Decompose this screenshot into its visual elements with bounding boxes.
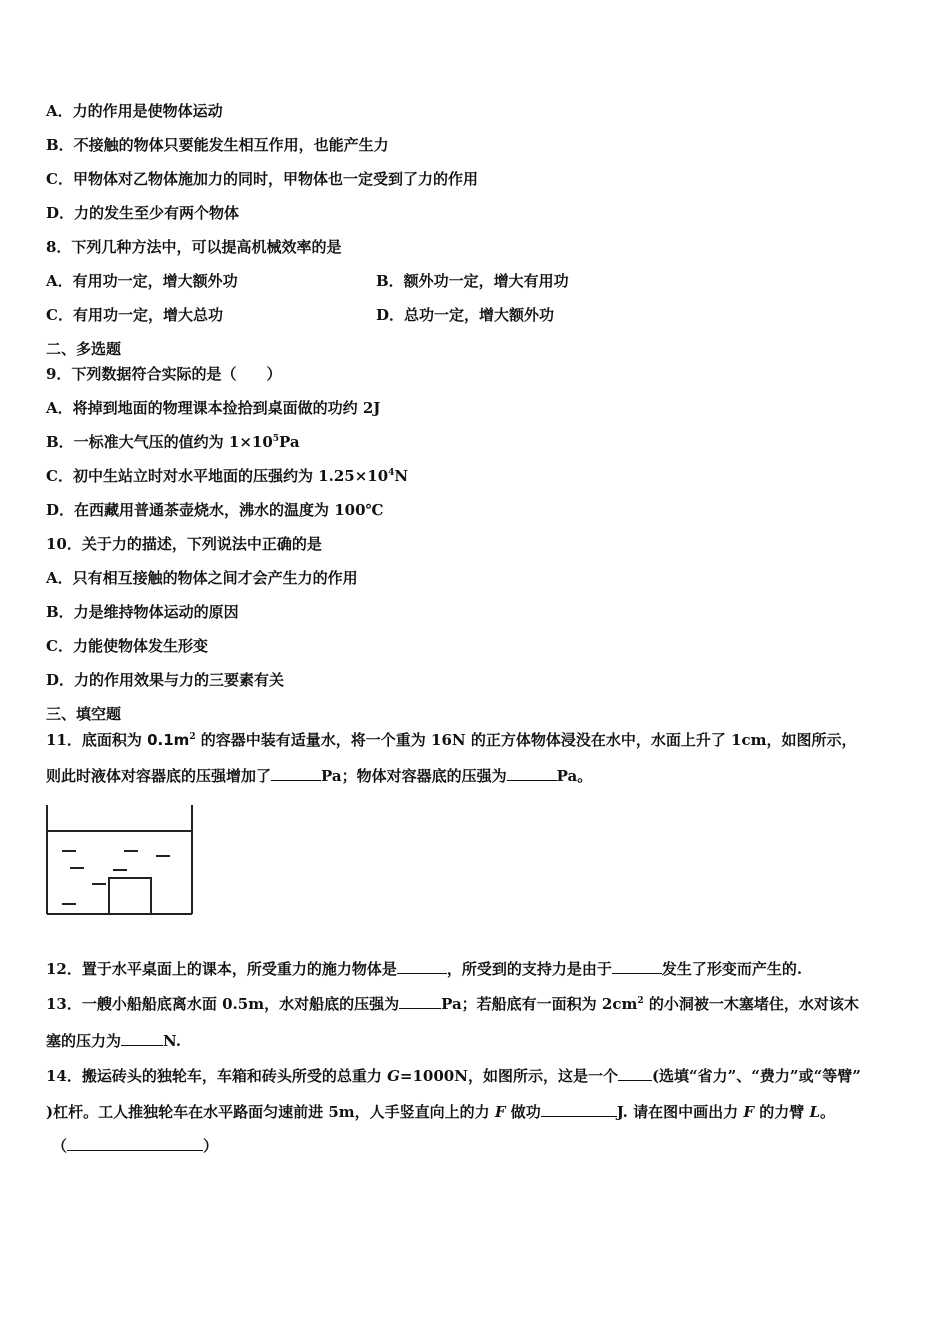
- q11-text-c: 的容器中装有适量水，将一个重为 16N 的正方体物体浸没在水中，水面上升了 1cm，如图所示，: [195, 731, 857, 749]
- q9-option-c-unit: N: [394, 467, 409, 485]
- q8-option-d: D．总功一定，增大额外功: [376, 306, 555, 324]
- q7-option-b: B．不接触的物体只要能发生相互作用，也能产生力: [46, 136, 389, 154]
- q14-line1: [46, 1066, 861, 1086]
- q14-line3: [52, 1136, 218, 1156]
- q14-paren-open: （: [52, 1137, 68, 1155]
- q12-text-c: 发生了形变而产生的.: [661, 960, 803, 978]
- q9-option-b-unit: Pa: [279, 433, 300, 451]
- q12-text-a: 12．置于水平桌面上的课本，所受重力的施力物体是: [46, 960, 397, 978]
- q11-text-a: 11．底面积为: [46, 731, 148, 749]
- q13-text-c: 的小洞被一木塞堵住，水对该木: [643, 995, 859, 1013]
- q13-blank-1[interactable]: [399, 994, 441, 1009]
- q9-option-a: A．将掉到地面的物理课本捡拾到桌面做的功约 2J: [46, 399, 381, 417]
- q14-text-g: 的力臂: [754, 1103, 810, 1121]
- q14-text-e: 做功: [505, 1103, 541, 1121]
- q14-arm-symbol: L: [809, 1103, 821, 1121]
- q11-blank-1[interactable]: [271, 766, 321, 781]
- q11-text-f: Pa。: [556, 767, 593, 785]
- q10-option-d: D．力的作用效果与力的三要素有关: [46, 671, 285, 689]
- q9-option-c-exp: 4: [388, 468, 395, 478]
- q11-line2: [46, 766, 592, 786]
- q12-text-b: ，所受到的支持力是由于: [446, 960, 612, 978]
- section-multiple-choice: 二、多选题: [46, 340, 122, 358]
- q14-gravity-symbol: G: [387, 1067, 400, 1085]
- q11-area-exp: 2: [189, 732, 196, 742]
- q14-text-a: 14．搬运砖头的独轮车，车箱和砖头所受的总重力: [46, 1067, 388, 1085]
- q9-stem: 9．下列数据符合实际的是（ ）: [46, 365, 282, 383]
- q14-force-symbol-2: F: [743, 1103, 755, 1121]
- q14-blank-3[interactable]: [67, 1136, 203, 1151]
- section-fill-in: 三、填空题: [46, 705, 122, 723]
- q11-text-d: 则此时液体对容器底的压强增加了: [46, 767, 272, 785]
- q14-line2: [46, 1102, 835, 1122]
- q9-option-b: [46, 432, 300, 452]
- q12-blank-1[interactable]: [397, 959, 447, 974]
- q13-text-d: 塞的压力为: [46, 1032, 122, 1050]
- q8-option-a: A．有用功一定，增大额外功: [46, 272, 238, 290]
- q11-text-e: Pa；物体对容器底的压强为: [321, 767, 507, 785]
- q12-line: [46, 959, 802, 979]
- q11-area-value: 0.1m: [147, 731, 190, 749]
- cube-object: [109, 878, 151, 914]
- q14-text-h: 。: [820, 1103, 836, 1121]
- q13-line2: [46, 1031, 181, 1051]
- q14-blank-2[interactable]: [541, 1102, 617, 1117]
- q13-text-a: 13．一艘小船船底离水面 0.5m，水对船底的压强为: [46, 995, 400, 1013]
- q10-stem: 10．关于力的描述，下列说法中正确的是: [46, 535, 322, 553]
- q9-option-c-pre: C．初中生站立时对水平地面的压强约为 1.25×10: [46, 467, 389, 485]
- q14-text-b: =1000N，如图所示，这是一个: [399, 1067, 618, 1085]
- q9-option-b-pre: B．一标准大气压的值约为 1×10: [46, 433, 273, 451]
- q10-option-a: A．只有相互接触的物体之间才会产生力的作用: [46, 569, 358, 587]
- q10-option-b: B．力是维持物体运动的原因: [46, 603, 239, 621]
- q11-blank-2[interactable]: [507, 766, 557, 781]
- q13-blank-2[interactable]: [121, 1031, 163, 1046]
- q8-stem: 8．下列几种方法中，可以提高机械效率的是: [46, 238, 342, 256]
- q13-line1: [46, 994, 859, 1014]
- q14-blank-1[interactable]: [618, 1066, 652, 1081]
- q14-paren-close: ）: [203, 1137, 219, 1155]
- q13-text-e: N.: [163, 1032, 181, 1050]
- q14-text-f: J. 请在图中画出力: [616, 1103, 744, 1121]
- q10-option-c: C．力能使物体发生形变: [46, 637, 208, 655]
- q7-option-c: C．甲物体对乙物体施加力的同时，甲物体也一定受到了力的作用: [46, 170, 478, 188]
- q9-option-d: D．在西藏用普通茶壶烧水，沸水的温度为 100℃: [46, 501, 384, 519]
- q7-option-a: A．力的作用是使物体运动: [46, 102, 223, 120]
- q13-text-b: Pa；若船底有一面积为 2cm: [441, 995, 638, 1013]
- q8-option-b: B．额外功一定，增大有用功: [376, 272, 569, 290]
- q14-text-c: (选填“省力”、“费力”或“等臂”: [651, 1067, 861, 1085]
- q14-text-d: )杠杆。工人推独轮车在水平路面匀速前进 5m，人手竖直向上的力: [46, 1103, 495, 1121]
- q7-option-d: D．力的发生至少有两个物体: [46, 204, 240, 222]
- q14-force-symbol: F: [494, 1103, 506, 1121]
- q9-option-c: [46, 466, 408, 486]
- container-figure: [40, 800, 220, 920]
- q13-area-exp: 2: [637, 996, 644, 1006]
- q12-blank-2[interactable]: [612, 959, 662, 974]
- q9-option-b-exp: 5: [272, 434, 280, 444]
- q8-option-c: C．有用功一定，增大总功: [46, 306, 223, 324]
- q11-line1: [46, 730, 857, 750]
